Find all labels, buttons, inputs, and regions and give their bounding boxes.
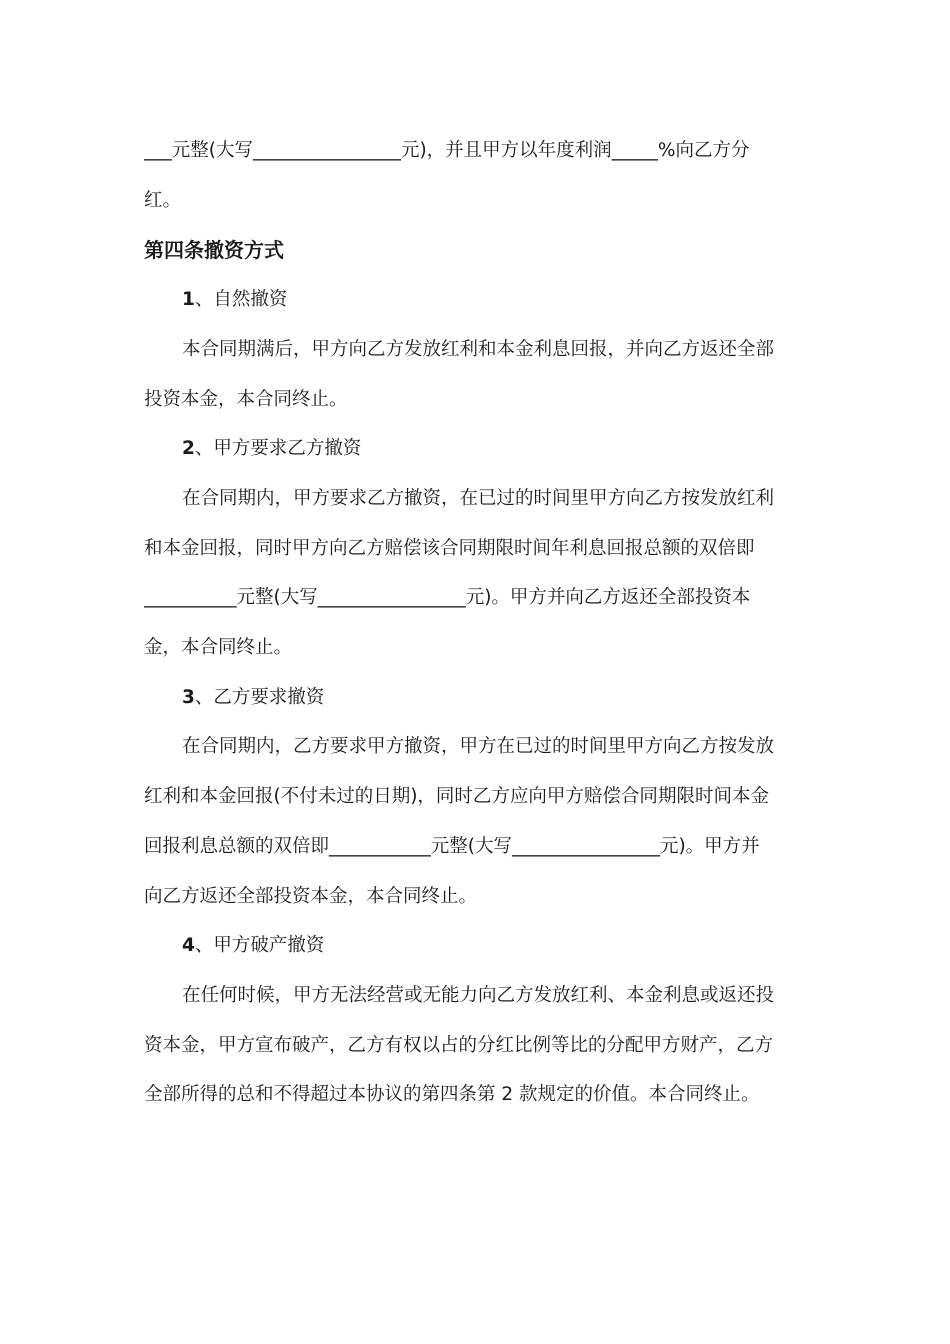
item-4-number: 4 bbox=[182, 935, 195, 956]
section3-tail-line-1: ___元整(大写________________元)，并且甲方以年度利润_____%向乙方分 bbox=[144, 140, 750, 161]
item-1-line-1: 本合同期满后，甲方向乙方发放红利和本金利息回报，并向乙方返还全部 bbox=[182, 339, 775, 360]
item-2-heading bbox=[182, 436, 789, 462]
item-4-heading bbox=[182, 933, 789, 959]
item-3-number: 3 bbox=[182, 687, 195, 708]
item-4-line-1: 在任何时候，甲方无法经营或无能力向乙方发放红利、本金利息或返还投 bbox=[182, 985, 775, 1006]
item-4-line-2: 资本金，甲方宣布破产，乙方有权以占的分红比例等比的分配甲方财产，乙方 bbox=[144, 1035, 774, 1056]
item-3-line-4: 向乙方返还全部投资本金，本合同终止。 bbox=[144, 886, 478, 907]
item-3-line-2: 红利和本金回报(不付未过的日期)，同时乙方应向甲方赔偿合同期限时间本金 bbox=[144, 786, 769, 807]
item-2-line-3: __________元整(大写________________元)。甲方并向乙方返还全部投资本 bbox=[144, 587, 751, 608]
item-1-heading bbox=[182, 287, 789, 313]
item-3-heading bbox=[182, 685, 789, 711]
section3-tail-line-2: 红。 bbox=[144, 190, 182, 211]
item-1-number: 1 bbox=[182, 289, 195, 310]
item-1-line-2: 投资本金，本合同终止。 bbox=[144, 389, 348, 410]
item-2-line-2: 和本金回报，同时甲方向乙方赔偿该合同期限时间年利息回报总额的双倍即 bbox=[144, 538, 755, 559]
item-3-title: 、乙方要求撤资 bbox=[194, 687, 325, 708]
item-2-title: 、甲方要求乙方撤资 bbox=[194, 438, 362, 459]
item-3-line-3: 回报利息总额的双倍即___________元整(大写________________元)。甲方并 bbox=[144, 836, 760, 857]
item-4-line-3: 全部所得的总和不得超过本协议的第四条第 2 款规定的价值。本合同终止。 bbox=[144, 1084, 760, 1105]
item-1-title: 、自然撤资 bbox=[194, 289, 288, 310]
item-2-line-4: 金，本合同终止。 bbox=[144, 637, 293, 658]
item-2-number: 2 bbox=[182, 438, 195, 459]
section4-heading: 第四条撤资方式 bbox=[144, 238, 284, 262]
item-3-line-1: 在合同期内，乙方要求甲方撤资，甲方在已过的时间里甲方向乙方按发放 bbox=[182, 736, 775, 757]
item-4-title: 、甲方破产撤资 bbox=[194, 935, 325, 956]
item-2-line-1: 在合同期内，甲方要求乙方撤资，在已过的时间里甲方向乙方按发放红利 bbox=[182, 488, 775, 509]
